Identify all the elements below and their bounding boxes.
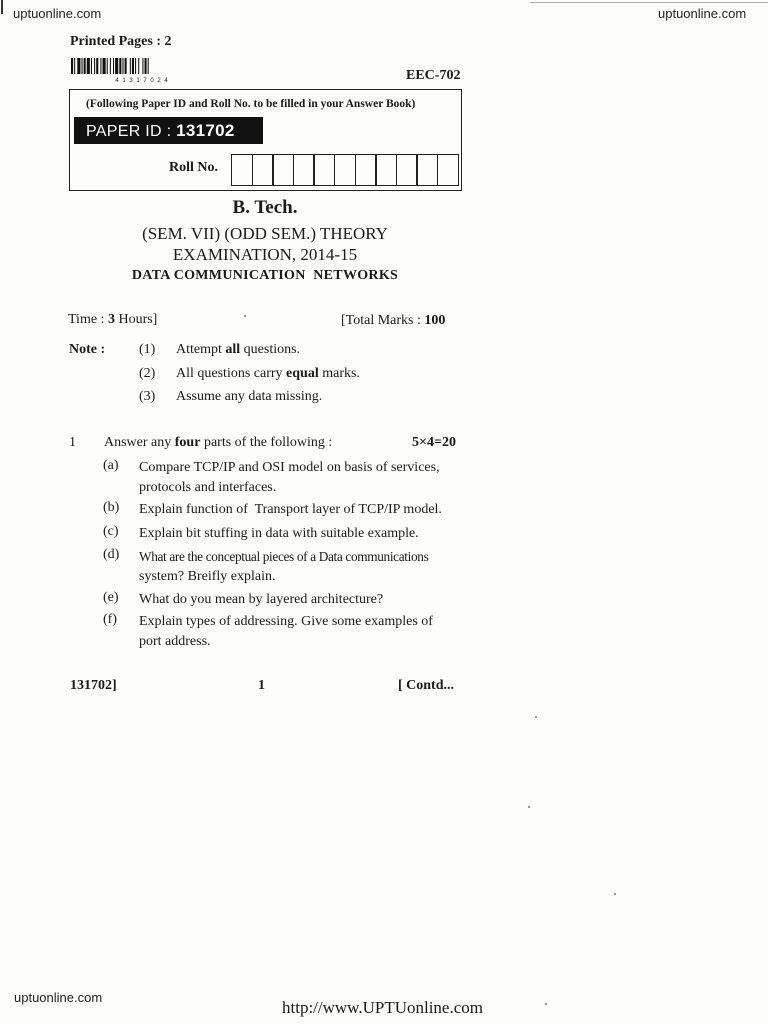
scan-corner-mark <box>1 0 3 14</box>
barcode-bar <box>142 58 143 74</box>
barcode-bar <box>132 58 134 74</box>
roll-digit-box[interactable] <box>293 154 315 186</box>
barcode-bar <box>84 58 86 74</box>
exam-time <box>68 312 157 328</box>
barcode-bar <box>122 58 123 74</box>
note-text-before: All questions carry <box>176 366 287 381</box>
barcode-bar <box>138 58 139 74</box>
paper-id-value: 131702 <box>176 121 235 140</box>
roll-digit-box[interactable] <box>313 154 335 186</box>
scan-speck <box>545 1003 547 1005</box>
part-label: (a) <box>103 458 119 473</box>
note-text-bold: all <box>225 342 241 357</box>
note-text-before: Attempt <box>176 342 226 357</box>
marks-value: 100 <box>424 313 446 328</box>
barcode-bar <box>77 58 80 74</box>
barcode-bar <box>87 58 90 74</box>
part-text: Explain function of Transport layer of TCP/IP model. <box>139 502 442 517</box>
footer-page-number: 1 <box>258 678 265 693</box>
scan-speck <box>614 893 616 895</box>
part-label: (e) <box>103 590 119 605</box>
semester-line: (SEM. VII) (ODD SEM.) THEORY <box>142 224 388 243</box>
roll-digit-box[interactable] <box>396 154 418 186</box>
scan-speck <box>535 716 537 718</box>
part-label: (b) <box>103 500 120 515</box>
exam-line: EXAMINATION, 2014-15 <box>172 245 358 264</box>
roll-digit-box[interactable] <box>416 154 438 186</box>
paper-id-label <box>74 117 263 144</box>
roll-digit-box[interactable] <box>355 154 377 186</box>
marks-label: [Total Marks : <box>341 313 425 328</box>
part-text: Explain bit stuffing in data with suitable example. <box>139 526 419 541</box>
printed-pages: Printed Pages : 2 <box>70 34 172 49</box>
barcode-bar <box>148 58 149 74</box>
note-label: Note : <box>69 342 106 357</box>
box-instruction: (Following Paper ID and Roll No. to be filled in your Answer Book) <box>86 98 416 110</box>
watermark-top-left: uptuonline.com <box>13 6 102 21</box>
note-number: (3) <box>139 389 156 404</box>
question-number: 1 <box>69 435 76 450</box>
time-value: 3 <box>107 312 115 327</box>
watermark-bottom-left: uptuonline.com <box>14 990 103 1005</box>
roll-digit-box[interactable] <box>272 154 294 186</box>
note-number: (2) <box>139 366 156 381</box>
note-text-bold: equal <box>286 366 319 381</box>
roll-digit-box[interactable] <box>231 154 253 186</box>
barcode-digits: 4 1 3 1 7 0 2 4 <box>115 78 169 84</box>
degree-title: B. Tech. <box>232 197 298 218</box>
barcode-bar <box>113 58 114 74</box>
subject-title: DATA COMMUNICATION NETWORKS <box>131 268 399 283</box>
note-text-after: marks. <box>318 366 360 381</box>
footer-contd: [ Contd... <box>398 678 455 693</box>
barcode-bar <box>94 58 95 74</box>
barcode-bar <box>82 58 83 74</box>
note-text-after: questions. <box>240 342 301 357</box>
barcode-bar <box>103 58 106 74</box>
barcode-bar <box>96 58 98 74</box>
barcode <box>70 58 214 84</box>
note-text <box>176 342 300 358</box>
part-text-continued: protocols and interfaces. <box>139 480 277 495</box>
prompt-emphasis: four <box>174 435 201 450</box>
barcode-bar <box>130 58 131 74</box>
note-text <box>176 366 360 382</box>
barcode-bar <box>135 58 136 74</box>
scan-speck <box>528 806 530 808</box>
total-marks <box>341 313 445 329</box>
part-text: Explain types of addressing. Give some examples of <box>139 614 433 629</box>
barcode-bar <box>100 58 101 74</box>
scan-edge-line <box>530 2 768 3</box>
roll-no-label: Roll No. <box>169 160 218 175</box>
barcode-bar <box>115 58 118 74</box>
part-text-continued: system? Breifly explain. <box>139 569 276 584</box>
prompt-text: Answer any <box>104 435 175 450</box>
part-text-continued: port address. <box>139 634 211 649</box>
roll-digit-box[interactable] <box>437 154 459 186</box>
barcode-bar <box>145 58 147 74</box>
time-unit: Hours] <box>114 312 158 327</box>
part-label: (c) <box>103 524 119 539</box>
barcode-bar <box>74 58 75 74</box>
barcode-bar <box>119 58 121 74</box>
prompt-text-end: parts of the following : <box>200 435 333 450</box>
time-label: Time : <box>68 312 108 327</box>
barcode-bar <box>110 58 111 74</box>
part-text: What are the conceptual pieces of a Data communications <box>139 549 429 564</box>
part-label: (d) <box>103 547 120 562</box>
scan-speck <box>244 315 246 317</box>
note-text-before: Assume any data missing. <box>176 389 323 404</box>
roll-digit-box[interactable] <box>252 154 274 186</box>
note-text <box>176 389 322 405</box>
paper-id-caption: PAPER ID : <box>86 123 172 140</box>
part-text: What do you mean by layered architecture? <box>139 592 384 607</box>
barcode-bar <box>91 58 92 74</box>
roll-digit-box[interactable] <box>334 154 356 186</box>
course-code: EEC-702 <box>406 68 461 83</box>
watermark-top-right: uptuonline.com <box>658 6 747 21</box>
question-marks: 5×4=20 <box>412 435 456 450</box>
part-label: (f) <box>103 612 117 627</box>
barcode-bars <box>70 58 214 74</box>
part-text: Compare TCP/IP and OSI model on basis of services, <box>139 460 440 475</box>
watermark-bottom-url: http://www.UPTUonline.com <box>282 998 483 1017</box>
roll-no-boxes[interactable] <box>231 154 458 186</box>
barcode-bar <box>107 58 108 74</box>
note-number: (1) <box>139 342 156 357</box>
barcode-bar <box>125 58 127 74</box>
footer-paper-code: 131702] <box>70 678 117 693</box>
roll-digit-box[interactable] <box>375 154 397 186</box>
question-prompt <box>104 435 332 451</box>
barcode-bar <box>71 58 73 74</box>
